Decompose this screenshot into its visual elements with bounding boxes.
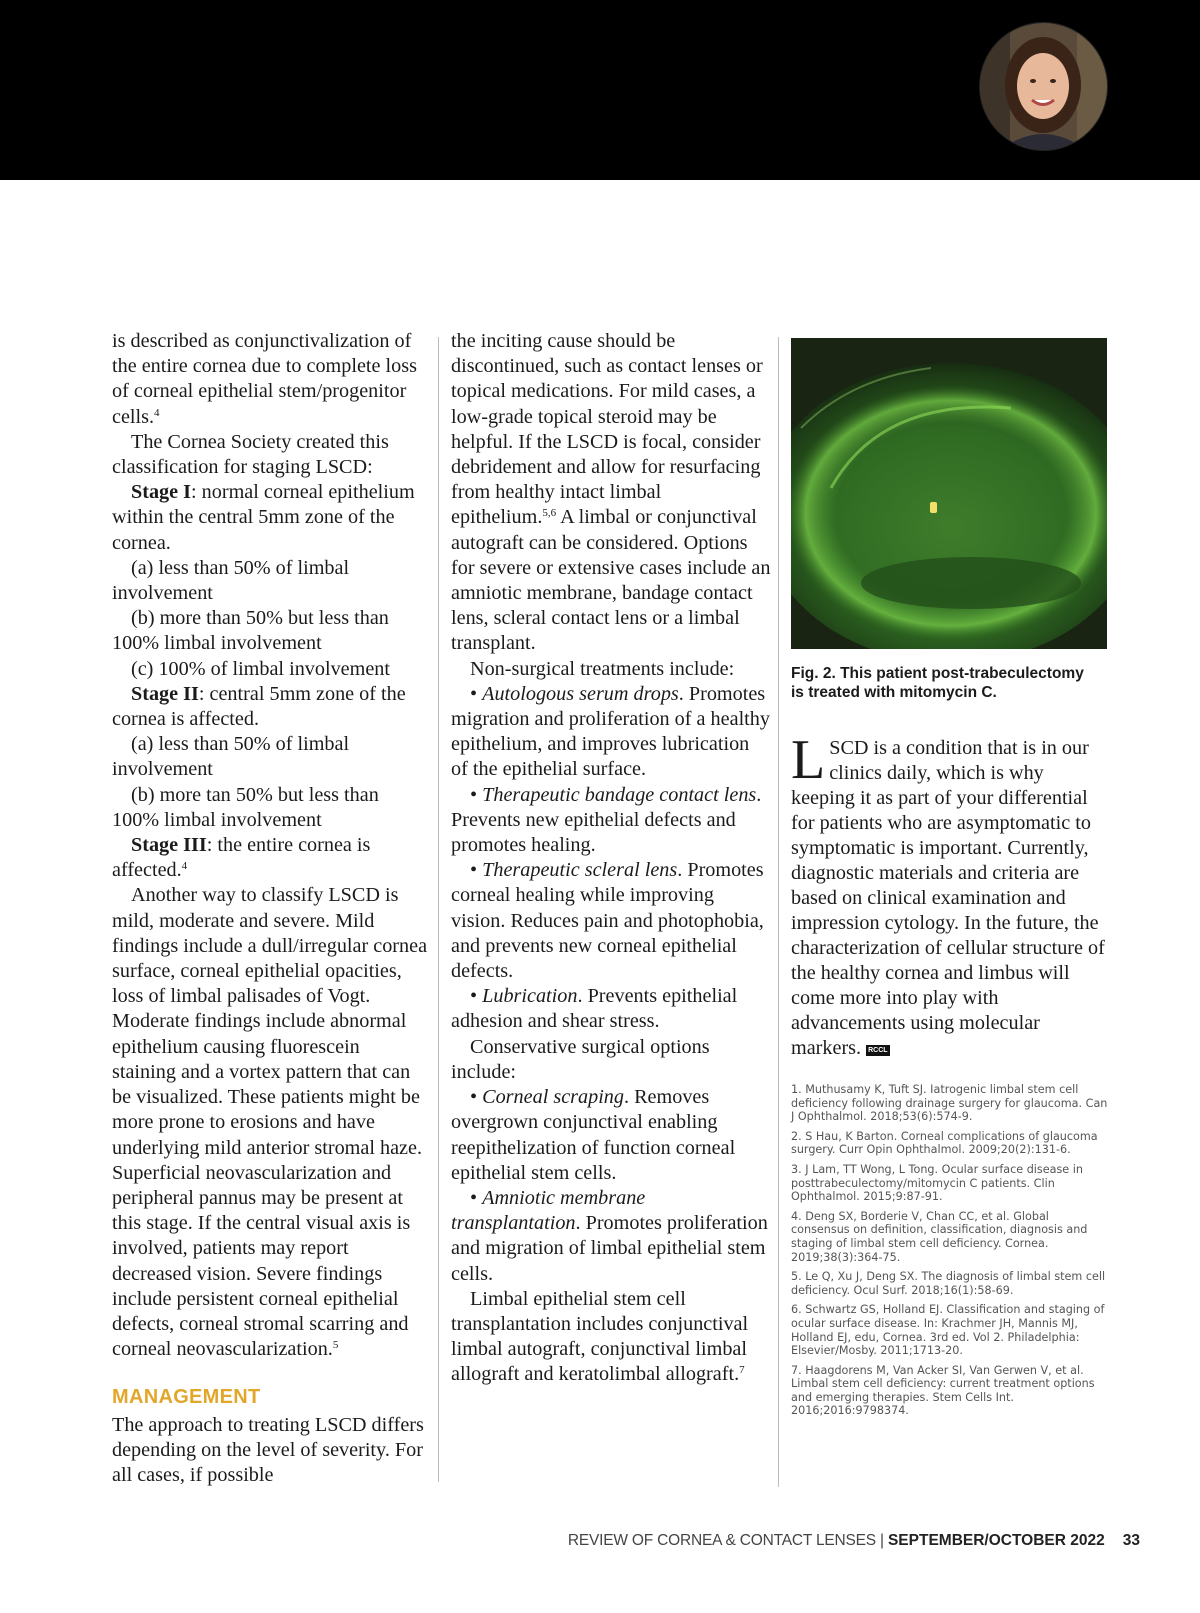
stage-item: Stage I: normal corneal epithelium within the central 5mm zone of the cornea. xyxy=(112,481,415,554)
paragraph: Another way to classify LSCD is mild, moderate and severe. Mild findings include a dull/irregular cornea surface, corneal epithelial opacities, loss of limbal palisades of Vogt. Moderate findings include abnormal epithelium causing fluorescein staining and a vortex pattern that can be visualized. These patients might be more prone to erosions and have underlying mild anterior stromal haze. Superficial neovascularization and peripheral pannus may be present at this stage. If the central visual axis is involved, patients may report decreased vision. Severe findings include persistent corneal epithelial defects, corneal stromal scarring and corneal neovascularization.$^5$ xyxy=(112,884,428,1361)
column-divider xyxy=(438,337,439,1482)
publication-name: REVIEW OF CORNEA & CONTACT LENSES xyxy=(567,1532,876,1549)
paragraph: Non-surgical treatments include: xyxy=(470,657,735,680)
reference-item: 6. Schwartz GS, Holland EJ. Classification and staging of ocular surface disease. In: Krachmer JH, Mannis MJ, Holland EJ, edu, Cornea. 3rd ed. Vol 2. Philadelphia: Elsevier/Mosby. 2011;1713-20. xyxy=(791,1303,1105,1358)
reference-item: 3. J Lam, TT Wong, L Tong. Ocular surface disease in posttrabeculectomy/mitomycin C patients. Clin Ophthalmol. 2015;9:87-91. xyxy=(791,1162,1083,1204)
end-mark-icon: RCCL xyxy=(868,1047,888,1054)
paragraph: is described as conjunctivalization of the entire cornea due to complete loss of corneal epithelial stem/progenitor cells.$^4$ xyxy=(112,330,417,428)
paragraph: the inciting cause should be discontinued, such as contact lenses or topical medications. For mild cases, a low-grade topical steroid may be helpful. If the LSCD is focal, consider debridement and allow for resurfacing from healthy intact limbal epithelium.$^{5,6}$ A limbal or conjunctival autograft can be considered. Options for severe or extensive cases include an amniotic membrane, bandage contact lens, scleral contact lens or a limbal transplant. xyxy=(451,330,771,655)
stage-item: Stage II: central 5mm zone of the cornea is affected. xyxy=(112,682,406,731)
stage-subitem: (b) more tan 50% but less than 100% limbal involvement xyxy=(112,783,379,831)
reference-item: 2. S Hau, K Barton. Corneal complications of glaucoma surgery. Curr Opin Ophthalmol. 2009;20(2):131-6. xyxy=(791,1129,1098,1157)
author-photo xyxy=(979,22,1108,151)
reference-item: 5. Le Q, Xu J, Deng SX. The diagnosis of limbal stem cell deficiency. Ocul Surf. 2018;16(1):58-69. xyxy=(791,1270,1106,1297)
article-column-1 xyxy=(112,329,428,1488)
paragraph: The Cornea Society created this classification for staging LSCD: xyxy=(112,430,389,479)
article-column-2 xyxy=(451,329,771,1388)
stage-subitem: (a) less than 50% of limbal involvement xyxy=(112,556,350,605)
paragraph: Limbal epithelial stem cell transplantation includes conjunctival limbal autograft, conjunctival limbal allograft and keratolimbal allograft.$^7$ xyxy=(451,1287,749,1386)
footer-separator: | xyxy=(879,1532,884,1549)
page-number: 33 xyxy=(1122,1532,1140,1549)
issue-date: SEPTEMBER/OCTOBER 2022 xyxy=(887,1532,1105,1549)
bullet-item: • Lubrication. Prevents epithelial adhesion and shear stress. xyxy=(451,985,738,1033)
paragraph: Conservative surgical options include: xyxy=(451,1035,710,1083)
stage-subitem: (b) more than 50% but less than 100% limbal involvement xyxy=(112,607,389,655)
drop-cap: L xyxy=(791,729,826,791)
stage-item: Stage III: the entire cornea is affected.$^4$ xyxy=(112,834,371,882)
reference-item: 7. Haagdorens M, Van Acker SI, Van Gerwen V, et al. Limbal stem cell deficiency: current treatment options and emerging therapies. Stem Cells Int. 2016;2016:9798374. xyxy=(791,1363,1095,1418)
column-divider xyxy=(778,337,779,1487)
bullet-item: • Therapeutic scleral lens. Promotes corneal healing while improving vision. Reduces pain and photophobia, and prevents new corneal epithelial defects. xyxy=(451,859,764,983)
stage-subitem: (a) less than 50% of limbal involvement xyxy=(112,733,350,781)
page-footer xyxy=(568,1532,1140,1550)
reference-item: 1. Muthusamy K, Tuft SJ. Iatrogenic limbal stem cell deficiency following drainage surgery for glaucoma. Can J Ophthalmol. 2018;53(6):574-9. xyxy=(791,1083,1108,1124)
stage-subitem: (c) 100% of limbal involvement xyxy=(131,657,391,680)
closing-paragraph: LSCD is a condition that is in our clinics daily, which is why keeping it as part of your differential for patients who are asymptomatic to symptomatic is important. Currently, diagnostic materials and criteria are based on clinical examination and impression cytology. In the future, the characterization of cellular structure of the healthy cornea and limbus will come more into play with advancements using molecular markers. RCCL xyxy=(791,729,1105,1059)
bullet-item: • Corneal scraping. Removes overgrown conjunctival enabling reepithelization of function corneal epithelial stem cells. xyxy=(451,1086,736,1184)
article-column-3 xyxy=(791,338,1108,1424)
bullet-item: • Autologous serum drops. Promotes migration and proliferation of a healthy epithelium, and improves lubrication of the epithelial surface. xyxy=(451,682,770,781)
figure-caption: Fig. 2. This patient post-trabeculectomy is treated with mitomycin C. xyxy=(791,665,1084,701)
references-list xyxy=(791,1083,1108,1418)
bullet-item: • Amniotic membrane transplantation. Promotes proliferation and migration of limbal epithelial stem cells. xyxy=(451,1186,768,1285)
paragraph: The approach to treating LSCD differs depending on the level of severity. For all cases, if possible xyxy=(112,1413,424,1486)
eye-fluorescein-photo xyxy=(791,338,1107,649)
section-heading: MANAGEMENT xyxy=(112,1386,261,1409)
reference-item: 4. Deng SX, Borderie V, Chan CC, et al. Global consensus on definition, classification, diagnosis and staging of limbal stem cell deficiency. Cornea. 2019;38(3):364-75. xyxy=(791,1209,1088,1264)
bullet-item: • Therapeutic bandage contact lens. Prevents new epithelial defects and promotes healing. xyxy=(451,783,762,857)
